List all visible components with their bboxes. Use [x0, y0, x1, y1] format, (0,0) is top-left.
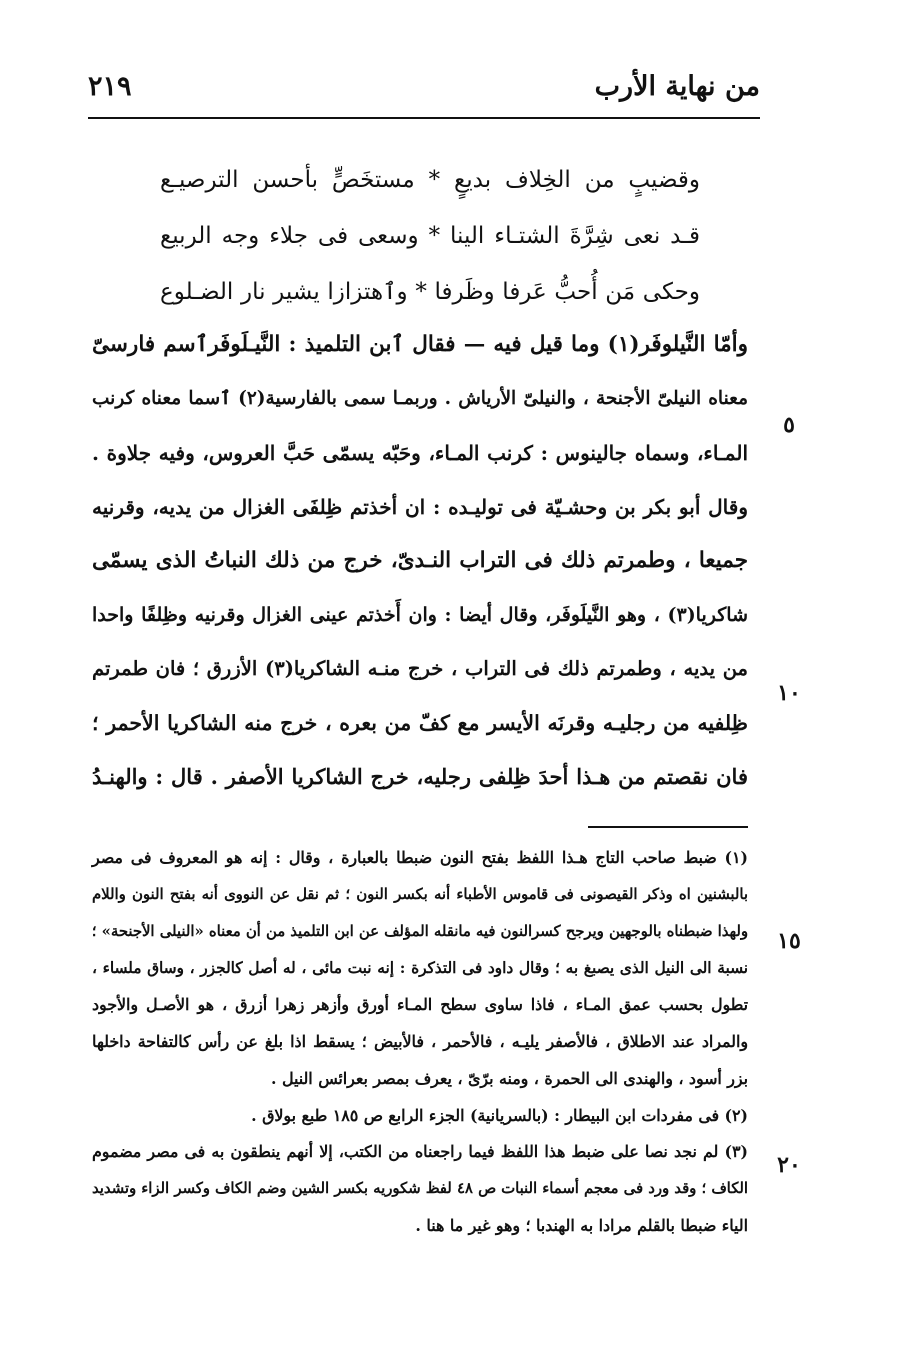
footnote-line: بالبشنين اه وذكر القيصونى فى قاموس الأطباء أنه بكسر النون ؛ ثم نقل عن النووى أنه بفتح النون واللام: [92, 885, 748, 903]
footnote-line: (١) ضبط صاحب التاج هـذا اللفظ بفتح النون ضبطا بالعبارة ، وقال : إنه هو المعروف فى مصر: [92, 848, 748, 867]
footnotes: [92, 840, 748, 1245]
margin-line-number: ٢٠: [777, 1152, 801, 1178]
text-line: المـاء، وسماه جالينوس : كرنب المـاء، وحَبّه يسمّى حَبَّ العروس، وفيه جلاوة .: [92, 441, 748, 465]
text-line: ظِلفيه من رجليـه وقرنَه الأيسر مع كفّ من بعره ، خرج منه الشاكريا الأحمر ؛: [92, 711, 748, 735]
running-title: من نهاية الأرب: [594, 70, 760, 102]
footnote-separator: [588, 826, 748, 828]
text-line: معناه النيلىّ الأجنحة ، والنيلىّ الأرياش . وربمـا سمى بالفارسية(٢) ٱسما معناه كرنب: [92, 388, 748, 409]
running-header: [88, 62, 760, 110]
margin-line-number: ١٥: [777, 928, 801, 954]
margin-line-number: ١٠: [777, 680, 801, 706]
page-number: ٢١٩: [88, 70, 132, 102]
footnote-line: ولهذا ضبطناه بالوجهين ويرجح كسرالنون فيه مانقله المؤلف عن ابن التلميذ من أن معناه «النيلى الأجنحة» ؛: [91, 922, 748, 940]
header-rule: [88, 117, 760, 119]
text-line: وقال أبو بكر بن وحشـيّة فى توليـده : ان أخذتم ظِلفَى الغزال من يديه، وقرنيه: [92, 495, 748, 519]
text-line: فان نقصتم من هـذا أحدَ ظِلفى رجليه، خرج الشاكريا الأصفر . قال : والهنـدُ: [92, 764, 748, 789]
text-line: وأمّا النَّيلوفَر(١) وما قيل فيه — فقال ٱبن التلميذ : النَّيـلَوفَرٱسم فارسىّ: [92, 332, 748, 357]
main-text: [92, 318, 748, 804]
poem-verse: وحكى مَن أُحبُّ عَرفا وظَرفا * وٱهتزازا يشير نار الضـلوع: [160, 279, 700, 305]
poem-verse: وقضيبٍ من الخِلاف بديعٍ * مستخَصٍّ بأحسن الترصيـع: [160, 167, 700, 193]
poem-verse: قـد نعى شِرَّةَ الشتـاء الينا * وسعى فى جلاء وجه الربيع: [160, 223, 700, 249]
text-line: شاكريا(٣) ، وهو النَّيلَوفَر، وقال أيضا : وان أَخذتم عينى الغزال وقرنيه وظِلفًا واحدا: [92, 604, 748, 626]
footnote-line: (٢) فى مفردات ابن البيطار : (بالسريانية) الجزء الرابع ص ١٨٥ طبع بولاق .: [251, 1105, 748, 1125]
margin-line-number: ٥: [783, 412, 795, 438]
footnote-line: الكاف ؛ وقد ورد فى معجم أسماء النبات ص ٤٨ لفظ شكوريه بكسر الشين وضم الكاف وكسر الزاء وتشديد: [92, 1180, 748, 1198]
poem-block: [160, 152, 700, 320]
footnote-line: تطول بحسب عمق المـاء ، فاذا ساوى سطح المـاء أورق وأزهر زهرا أزرق ، هو الأصـل والأجود: [92, 995, 748, 1015]
text-line: من يديه ، وطمرتم ذلك فى التراب ، خرج منـه الشاكريا(٣) الأزرق ؛ فان طمرتم: [92, 657, 749, 680]
footnote-line: والمراد عند الاطلاق ، فالأصفر يليـه ، فالأحمر ، فالأبيض ؛ يسقط اذا بلغ عن رأس كالتفاحة داخلها: [92, 1031, 748, 1051]
footnote-line: بزر أسود ، والهندى الى الحمرة ، ومنه برّىّ ، يعرف بمصر بعرائس النيل .: [271, 1068, 748, 1088]
footnote-line: الياء ضبطا بالقلم مرادا به الهندبا ؛ وهو غير ما هنا .: [415, 1215, 748, 1235]
footnote-line: نسبة الى النيل الذى يصبغ به ؛ وقال داود فى التذكرة : إنه نبت مائى ، له أصل كالجزر ، وساق ملساء ،: [92, 959, 748, 978]
footnote-line: (٣) لم نجد نصا على ضبط هذا اللفظ فيما راجعناه من الكتب، إلا أنهم ينطقون به فى مصر مضموم: [92, 1142, 748, 1162]
text-line: جميعا ، وطمرتم ذلك فى التراب النـدىّ، خرج من ذلك النباتُ الذى يسمّى: [92, 548, 748, 573]
